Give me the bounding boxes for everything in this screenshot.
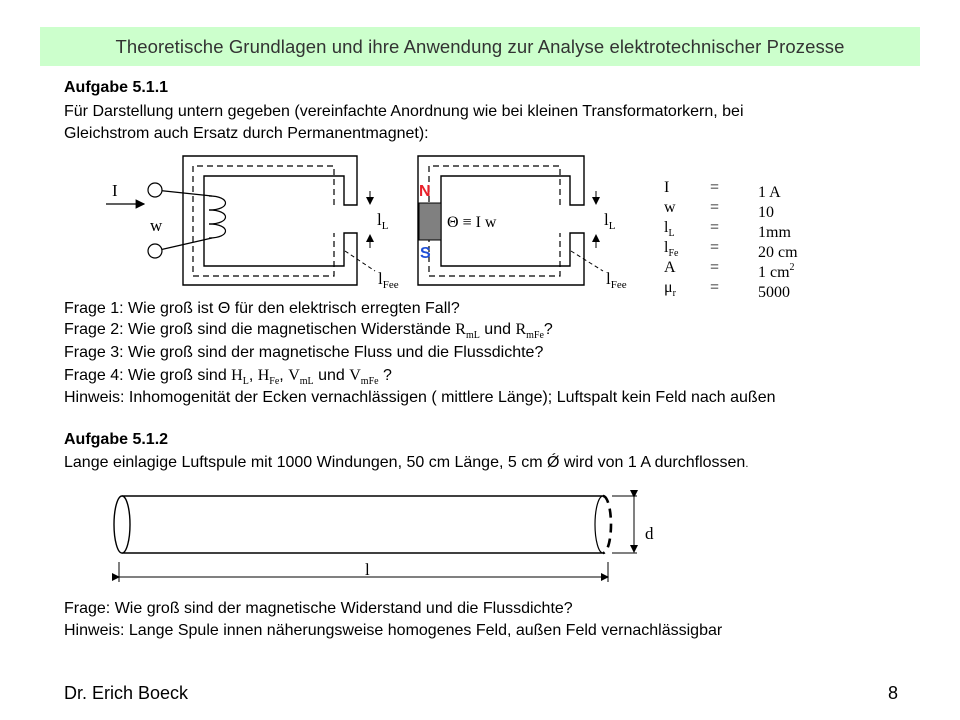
task1-heading: Aufgabe 5.1.1 [64, 79, 169, 96]
task1-description-line2: Gleichstrom auch Ersatz durch Permanentmagnet): [64, 125, 429, 142]
coil-diameter-label: d [645, 524, 654, 543]
terminal-bottom [148, 244, 162, 258]
param-value: 20 cm [758, 244, 798, 261]
terminal-top [148, 183, 162, 197]
param-equals: = [710, 239, 720, 256]
question-4: Frage 4: Wie groß sind $H_L$, $H_{Fe}$, $V_{mL}$ und $V_{mFe}$ ? [64, 367, 392, 387]
winding-label: w [150, 216, 163, 235]
question-2: Frage 2: Wie groß sind die magnetischen Widerstände $R_{mL}$ und $R_{mFe}$? [64, 321, 553, 341]
task1-hint: Hinweis: Inhomogenität der Ecken vernachlässigen ( mittlere Länge); Luftspalt kein Feld nach außen [64, 389, 776, 406]
footer-author: Dr. Erich Boeck [64, 683, 189, 703]
param-value: 1 $cm^2$ [758, 262, 795, 281]
left-iron-leader [345, 251, 375, 271]
param-symbol: $\mu_r$ [664, 279, 676, 299]
right-iron-length-label: $l_{Fee}$ [606, 269, 627, 291]
param-symbol: $l_{Fe}$ [664, 239, 679, 259]
task1-description-line1: Für Darstellung untern gegeben (vereinfachte Anordnung wie bei kleinen Transformatorkern, bei [64, 103, 744, 120]
param-equals: = [710, 279, 720, 296]
question-1: Frage 1: Wie groß ist Θ für den elektrisch erregten Fall? [64, 300, 460, 317]
theta-equation: Θ ≡ I w [447, 214, 497, 231]
param-symbol: I [664, 179, 670, 196]
param-value: 1 A [758, 184, 781, 201]
left-iron-length-label: $l_{Fee}$ [378, 269, 399, 291]
task2-hint: Hinweis: Lange Spule innen näherungsweise homogenes Feld, außen Feld vernachlässigbar [64, 622, 723, 639]
current-label: I [112, 181, 118, 200]
right-iron-leader [571, 251, 603, 271]
param-equals: = [710, 179, 720, 196]
right-airgap-label: $l_L$ [604, 210, 616, 232]
coil-length-label: l [365, 560, 370, 579]
page-number: 8 [888, 683, 899, 703]
param-symbol: A [664, 259, 676, 276]
param-symbol: w [664, 199, 676, 216]
question-3: Frage 3: Wie groß sind der magnetische Fluss und die Flussdichte? [64, 344, 544, 361]
right-magnetic-core [418, 156, 584, 285]
header-title: Theoretische Grundlagen und ihre Anwendung zur Analyse elektrotechnischer Prozesse [115, 35, 845, 57]
north-pole-label: N [419, 183, 431, 200]
task2-heading: Aufgabe 5.1.2 [64, 431, 169, 448]
permanent-magnet [419, 203, 441, 240]
param-value: 10 [758, 204, 774, 221]
south-pole-label: S [420, 245, 431, 262]
air-coil-cylinder [114, 496, 611, 553]
param-value: 5000 [758, 284, 790, 301]
param-symbol: $l_L$ [664, 219, 675, 239]
param-value: 1mm [758, 224, 791, 241]
param-equals: = [710, 259, 720, 276]
task2-description: Lange einlagige Luftspule mit 1000 Windungen, 50 cm Länge, 5 cm Ǿ wird von 1 A durchflossen. [64, 454, 749, 471]
param-equals: = [710, 219, 720, 236]
left-airgap-label: $l_L$ [377, 210, 389, 232]
left-magnetic-core [183, 156, 357, 285]
task2-question: Frage: Wie groß sind der magnetische Widerstand und die Flussdichte? [64, 600, 573, 617]
param-equals: = [710, 199, 720, 216]
